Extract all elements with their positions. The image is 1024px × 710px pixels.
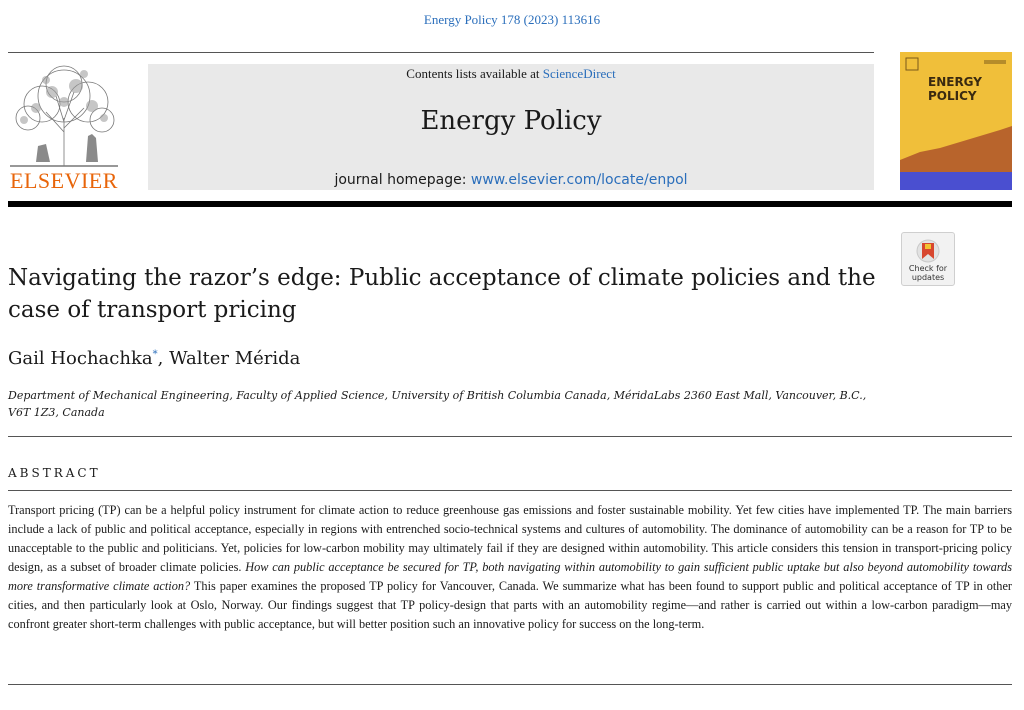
- homepage-prefix: journal homepage:: [334, 172, 471, 188]
- elsevier-logo: [6, 62, 122, 194]
- journal-title: Energy Policy: [420, 106, 602, 136]
- abstract-divider: [8, 490, 1012, 491]
- cover-title-line2: POLICY: [928, 89, 977, 103]
- elsevier-wordmark: ELSEVIER: [10, 168, 118, 193]
- header-divider: [8, 201, 1012, 207]
- check-line1: Check for: [908, 264, 948, 273]
- abstract-text: [8, 501, 1012, 634]
- homepage-link[interactable]: www.elsevier.com/locate/enpol: [470, 172, 688, 188]
- check-line2: updates: [911, 273, 945, 282]
- contents-availability: [148, 66, 874, 82]
- article-title: Navigating the razor’s edge: Public acceptance of climate policies and the case of transport pricing: [8, 265, 876, 323]
- journal-citation[interactable]: Energy Policy 178 (2023) 113616: [423, 12, 601, 27]
- corresponding-author-mark[interactable]: *: [152, 349, 158, 360]
- sciencedirect-link[interactable]: ScienceDirect: [542, 66, 616, 81]
- author-separator: ,: [157, 348, 170, 369]
- check-for-updates-button[interactable]: [901, 232, 955, 286]
- journal-header: [148, 64, 874, 190]
- abstract-question: How can public acceptance be secured for TP, both navigating within automobility to gain sufficient public uptake but also beyond automobility towards more transformative climate action?: [8, 560, 1012, 593]
- author-affiliation: Department of Mechanical Engineering, Faculty of Applied Science, University of British Columbia Canada, MéridaLabs 2360 East Mall, Vancouver, B.C., V6T 1Z3, Canada: [8, 389, 867, 419]
- author-name[interactable]: Gail Hochachka: [8, 348, 153, 369]
- check-for-updates-label: [902, 264, 954, 282]
- author-list: [8, 348, 300, 369]
- top-divider: [8, 52, 874, 53]
- tree-icon: [6, 62, 122, 170]
- affiliation-divider: [8, 436, 1012, 437]
- bookmark-icon: [902, 235, 954, 267]
- journal-cover[interactable]: [900, 52, 1012, 190]
- cover-title-line1: ENERGY: [928, 75, 982, 89]
- journal-homepage: [148, 172, 874, 188]
- contents-prefix: Contents lists available at: [406, 66, 543, 81]
- bottom-divider: [8, 684, 1012, 685]
- author-name[interactable]: Walter Mérida: [169, 348, 301, 369]
- abstract-part1: Transport pricing (TP) can be a helpful policy instrument for climate action to reduce greenhouse gas emissions and foster sustainable mobility. Yet few cities have implemented TP. The main barriers include a lack of public and political acceptance, especially in regions with entrenched socio-technical systems and cultures of automobility. The dominance of automobility can be a reason for TP to be unacceptable to the public and politicians. Yet, policies for low-carbon mobility may ultimately fail if they are designed within automobility. This article considers this tension in transport-pricing policy design, as a subset of broader climate policies.: [8, 503, 1012, 574]
- abstract-heading: ABSTRACT: [8, 466, 101, 480]
- abstract-part2: This paper examines the proposed TP policy for Vancouver, Canada. We summarize what has been found to support public and political acceptance of TP in other cities, and then particularly look at Oslo, Norway. Our findings suggest that TP policy-design that parts with an automobility regime—and rather is carried out within a low-carbon paradigm—may confront greater short-term challenges with public acceptance, but will better position such an innovative policy for success on the long-term.: [8, 579, 1012, 631]
